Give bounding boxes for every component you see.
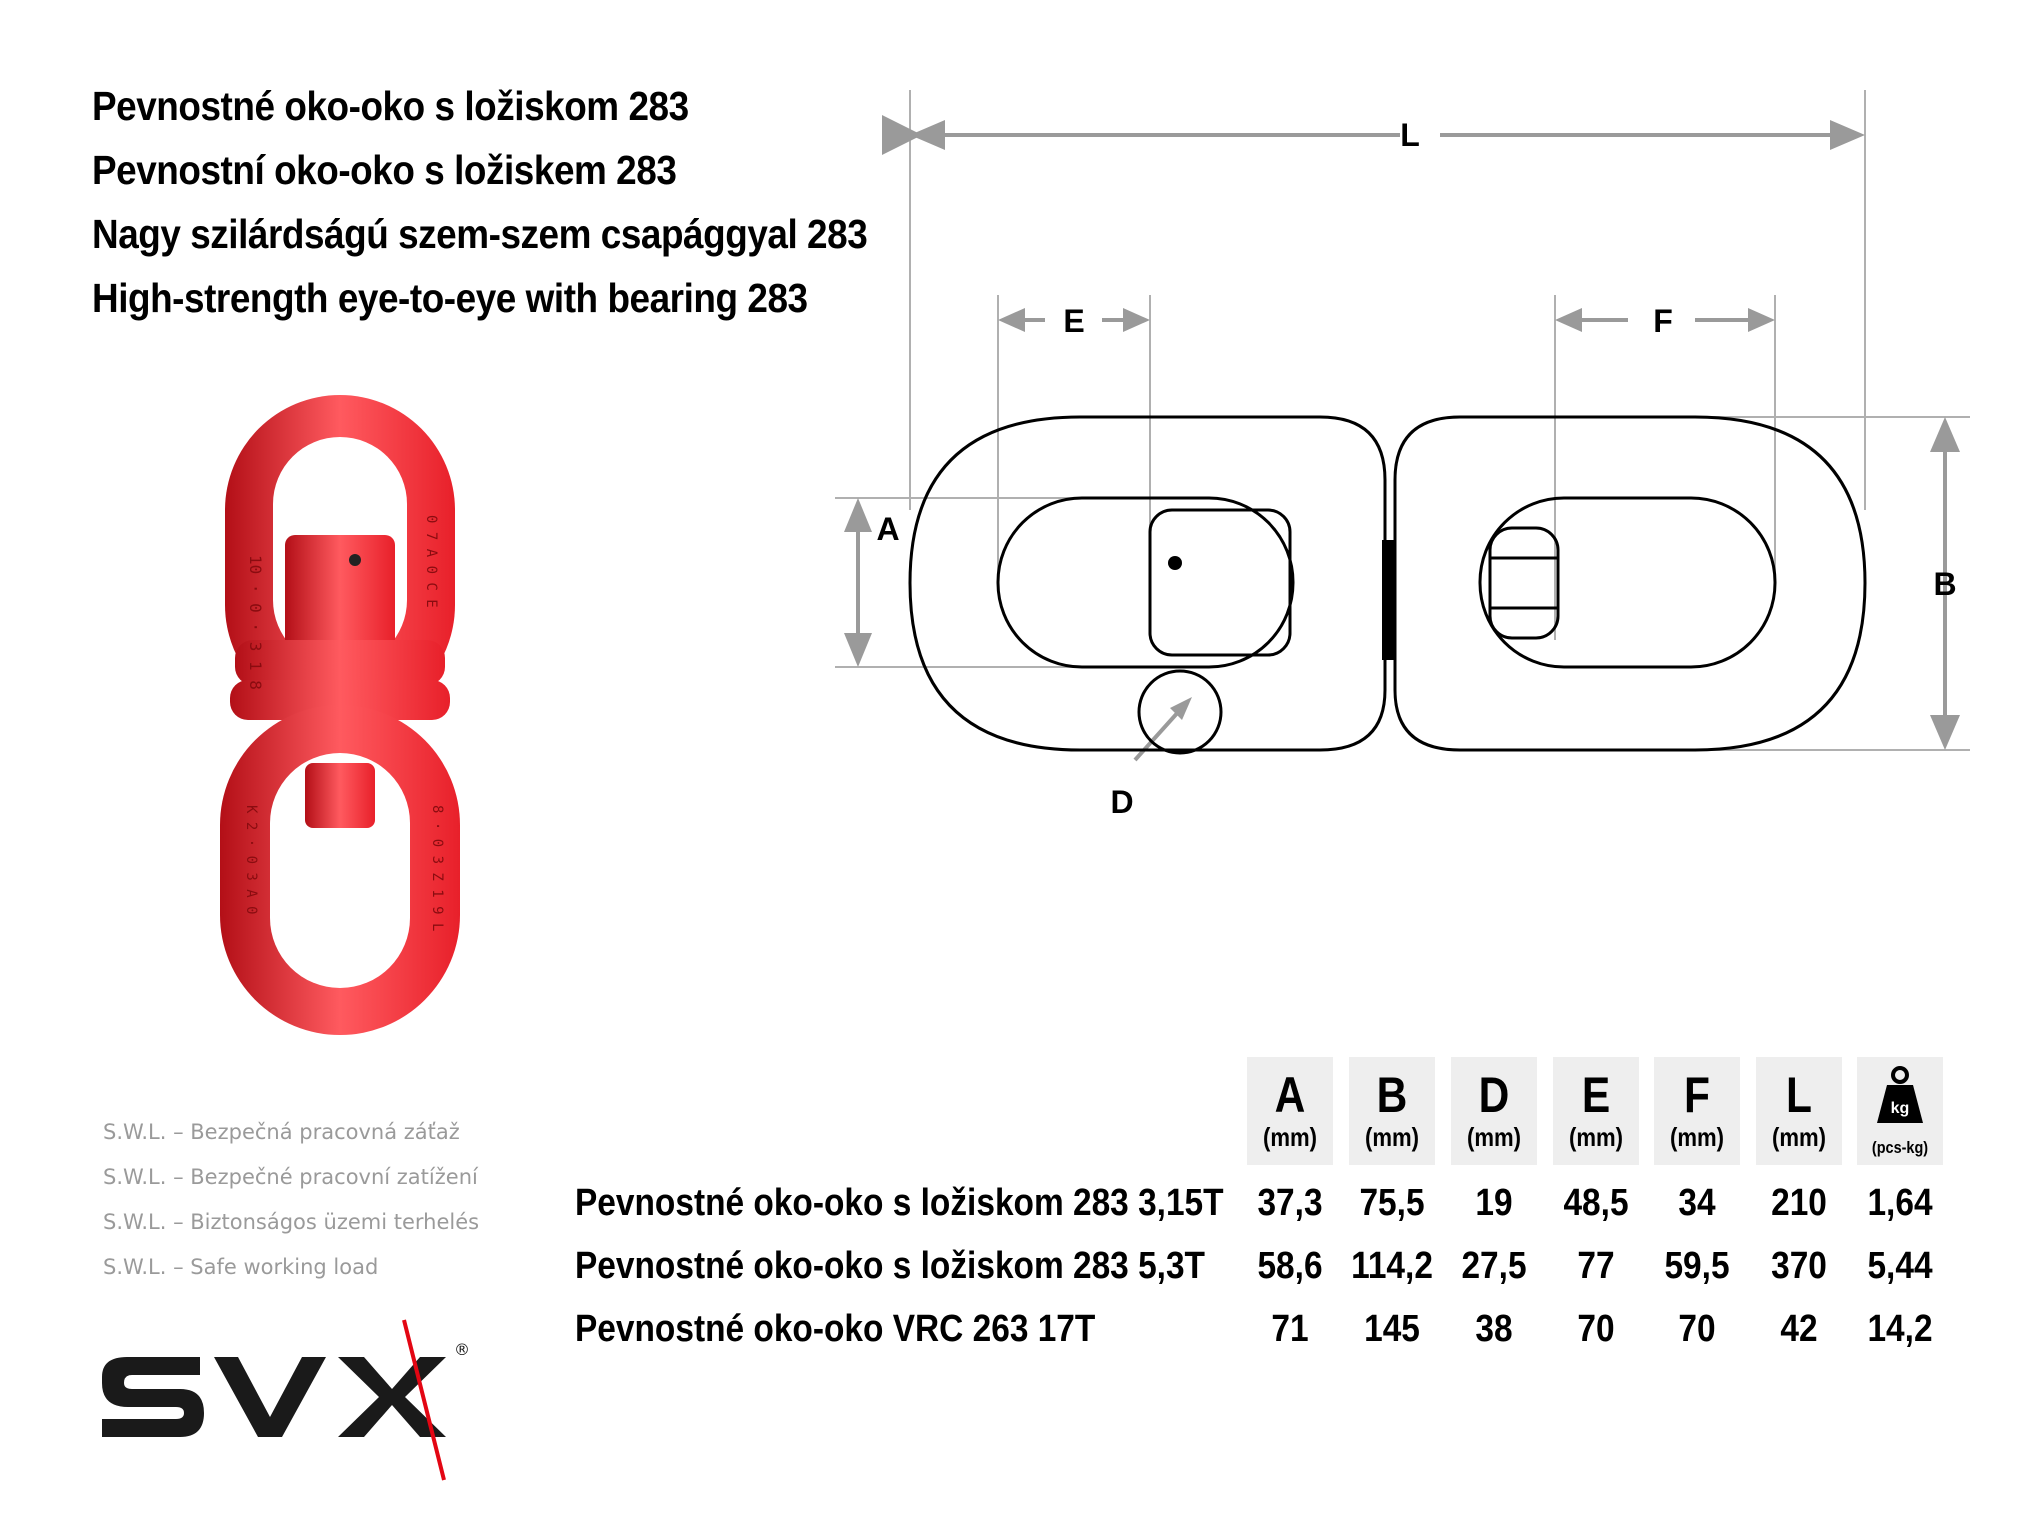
row-product-name: Pevnostné oko-oko VRC 263 17T — [575, 1308, 1096, 1350]
row-value: 145 — [1364, 1308, 1420, 1350]
title-sk: Pevnostné oko-oko s ložiskom 283 — [92, 83, 689, 129]
table-row — [575, 1245, 1995, 1305]
label-E: E — [1063, 303, 1085, 339]
col-header-letter: A — [1274, 1067, 1306, 1123]
row-product-name: Pevnostné oko-oko s ložiskom 283 5,3T — [575, 1245, 1205, 1287]
title-block — [92, 74, 867, 330]
svg-text:0 7 A 0 C E: 0 7 A 0 C E — [423, 515, 439, 608]
col-header-unit: (mm) — [1669, 1122, 1725, 1152]
col-header-weight — [1857, 1057, 1943, 1165]
right-link-inner — [1480, 498, 1775, 667]
col-header-letter: B — [1376, 1067, 1408, 1123]
row-value: 1,64 — [1867, 1182, 1933, 1224]
title-cz: Pevnostní oko-oko s ložiskem 283 — [92, 147, 677, 193]
col-header-unit: (mm) — [1364, 1122, 1420, 1152]
col-header-unit: (mm) — [1466, 1122, 1522, 1152]
col-header-l — [1756, 1057, 1842, 1165]
swl-hu: S.W.L. – Biztonságos üzemi terhelés — [103, 1210, 480, 1234]
col-header-b — [1349, 1057, 1435, 1165]
right-link-outline — [1395, 417, 1865, 750]
title-hu: Nagy szilárdságú szem-szem csapággyal 283 — [92, 211, 868, 257]
col-header-unit: (mm) — [1771, 1122, 1827, 1152]
row-value: 34 — [1678, 1182, 1716, 1224]
bearing-nut — [305, 763, 375, 828]
col-header-letter: E — [1581, 1067, 1611, 1123]
row-product-name: Pevnostné oko-oko s ložiskom 283 3,15T — [575, 1182, 1224, 1224]
weight-kg-icon — [1875, 1065, 1925, 1125]
row-value: 70 — [1678, 1308, 1716, 1350]
row-value: 19 — [1475, 1182, 1513, 1224]
col-header-e — [1553, 1057, 1639, 1165]
bearing-barrel — [285, 535, 395, 655]
row-value: 71 — [1271, 1308, 1309, 1350]
product-photo — [205, 385, 475, 1045]
swl-legend — [103, 1110, 479, 1290]
table-row — [575, 1308, 1995, 1368]
label-B: B — [1933, 566, 1957, 602]
swl-cz: S.W.L. – Bezpečné pracovní zatížení — [103, 1165, 478, 1189]
swl-en: S.W.L. – Safe working load — [103, 1255, 379, 1279]
svx-logo — [92, 1315, 482, 1485]
row-value: 210 — [1771, 1182, 1827, 1224]
label-A: A — [876, 511, 900, 547]
svg-text:8 · 0 3 Z 1 9 L: 8 · 0 3 Z 1 9 L — [429, 805, 445, 932]
table-row — [575, 1182, 1995, 1242]
col-header-d — [1451, 1057, 1537, 1165]
svg-text:K 2 · 0 3 A 0: K 2 · 0 3 A 0 — [243, 805, 259, 915]
swl-sk: S.W.L. – Bezpečná pracovná záťaž — [103, 1120, 460, 1144]
row-value: 27,5 — [1461, 1245, 1527, 1287]
row-value: 14,2 — [1867, 1308, 1933, 1350]
title-en: High-strength eye-to-eye with bearing 283 — [92, 275, 808, 321]
label-D: D — [1110, 784, 1134, 820]
row-value: 114,2 — [1351, 1245, 1433, 1287]
row-value: 370 — [1771, 1245, 1827, 1287]
col-header-unit: (pcs-kg) — [1871, 1138, 1929, 1157]
row-value: 58,6 — [1257, 1245, 1323, 1287]
row-value: 38 — [1475, 1308, 1513, 1350]
col-header-unit: (mm) — [1568, 1122, 1624, 1152]
row-value: 77 — [1577, 1245, 1615, 1287]
row-value: 70 — [1577, 1308, 1615, 1350]
col-header-f — [1654, 1057, 1740, 1165]
col-header-letter: L — [1786, 1067, 1812, 1123]
col-header-unit: (mm) — [1262, 1122, 1318, 1152]
label-L: L — [1400, 117, 1420, 153]
left-link-inner — [998, 498, 1293, 667]
logo-registered: ® — [454, 1340, 470, 1359]
row-value: 75,5 — [1359, 1182, 1425, 1224]
row-value: 5,44 — [1867, 1245, 1933, 1287]
technical-drawing — [820, 80, 1995, 840]
label-F: F — [1653, 303, 1673, 339]
row-value: 59,5 — [1664, 1245, 1730, 1287]
left-link-outline — [910, 417, 1385, 750]
row-value: 37,3 — [1257, 1182, 1323, 1224]
row-value: 48,5 — [1563, 1182, 1629, 1224]
col-header-letter: D — [1478, 1067, 1510, 1123]
weight-icon-label: kg — [1890, 1100, 1910, 1117]
col-header-letter: F — [1684, 1067, 1710, 1123]
row-value: 42 — [1780, 1308, 1818, 1350]
col-header-a — [1247, 1057, 1333, 1165]
svg-text:10 · 0 · 3 1 8: 10 · 0 · 3 1 8 — [246, 555, 265, 690]
